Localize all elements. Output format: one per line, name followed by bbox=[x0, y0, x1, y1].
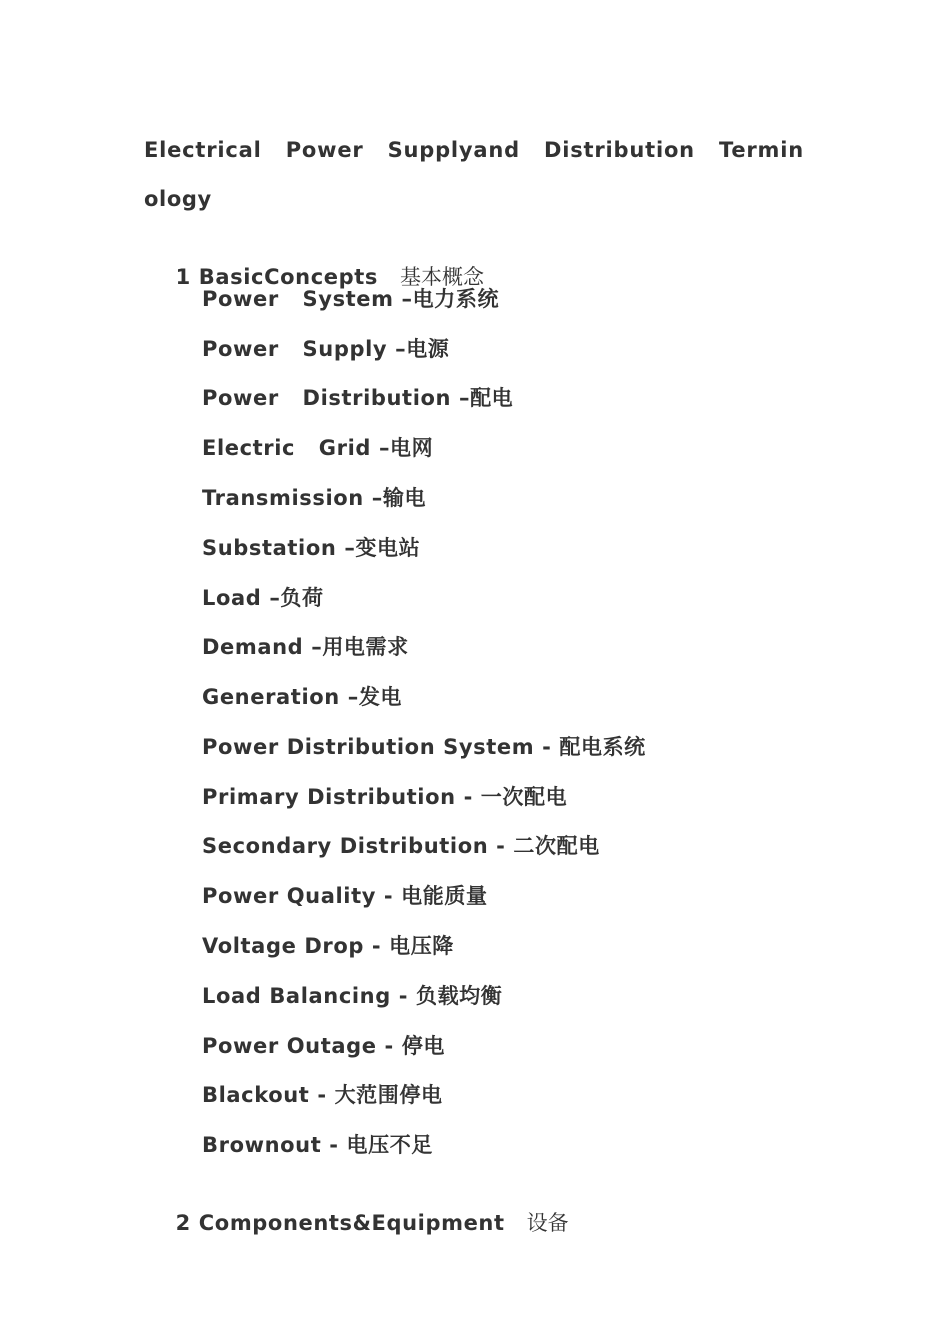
term-item: Primary Distribution - 一次配电 bbox=[202, 785, 568, 809]
section-heading-chinese: 基本概念 bbox=[399, 265, 484, 289]
term-item: Blackout - 大范围停电 bbox=[202, 1083, 443, 1107]
document-title-continuation: ology bbox=[144, 187, 212, 211]
title-word: Distribution bbox=[544, 138, 695, 162]
term-item: Demand –用电需求 bbox=[202, 635, 409, 659]
term-item: Voltage Drop - 电压降 bbox=[202, 934, 454, 958]
term-item: Power System –电力系统 bbox=[202, 287, 500, 311]
section-heading-text: 2 Components&Equipment bbox=[175, 1211, 505, 1235]
term-item: Electric Grid –电网 bbox=[202, 436, 434, 460]
title-word: Termin bbox=[718, 138, 804, 162]
section-heading-text: 1 BasicConcepts bbox=[175, 265, 378, 289]
term-item: Load –负荷 bbox=[202, 586, 324, 610]
section-heading-components bbox=[144, 1181, 569, 1265]
term-item: Substation –变电站 bbox=[202, 536, 421, 560]
term-item: Load Balancing - 负载均衡 bbox=[202, 984, 503, 1008]
title-word: Power bbox=[285, 138, 364, 162]
title-word: Electrical bbox=[144, 138, 262, 162]
title-word: Supplyand bbox=[387, 138, 520, 162]
document-title bbox=[144, 136, 804, 164]
term-item: Power Outage - 停电 bbox=[202, 1034, 445, 1058]
term-item: Power Distribution –配电 bbox=[202, 386, 514, 410]
term-item: Brownout - 电压不足 bbox=[202, 1133, 433, 1157]
term-item: Power Distribution System - 配电系统 bbox=[202, 735, 646, 759]
term-item: Secondary Distribution - 二次配电 bbox=[202, 834, 600, 858]
term-item: Generation –发电 bbox=[202, 685, 403, 709]
section-heading-chinese: 设备 bbox=[526, 1211, 569, 1235]
term-item: Power Supply –电源 bbox=[202, 337, 450, 361]
term-item: Power Quality - 电能质量 bbox=[202, 884, 488, 908]
term-item: Transmission –输电 bbox=[202, 486, 427, 510]
